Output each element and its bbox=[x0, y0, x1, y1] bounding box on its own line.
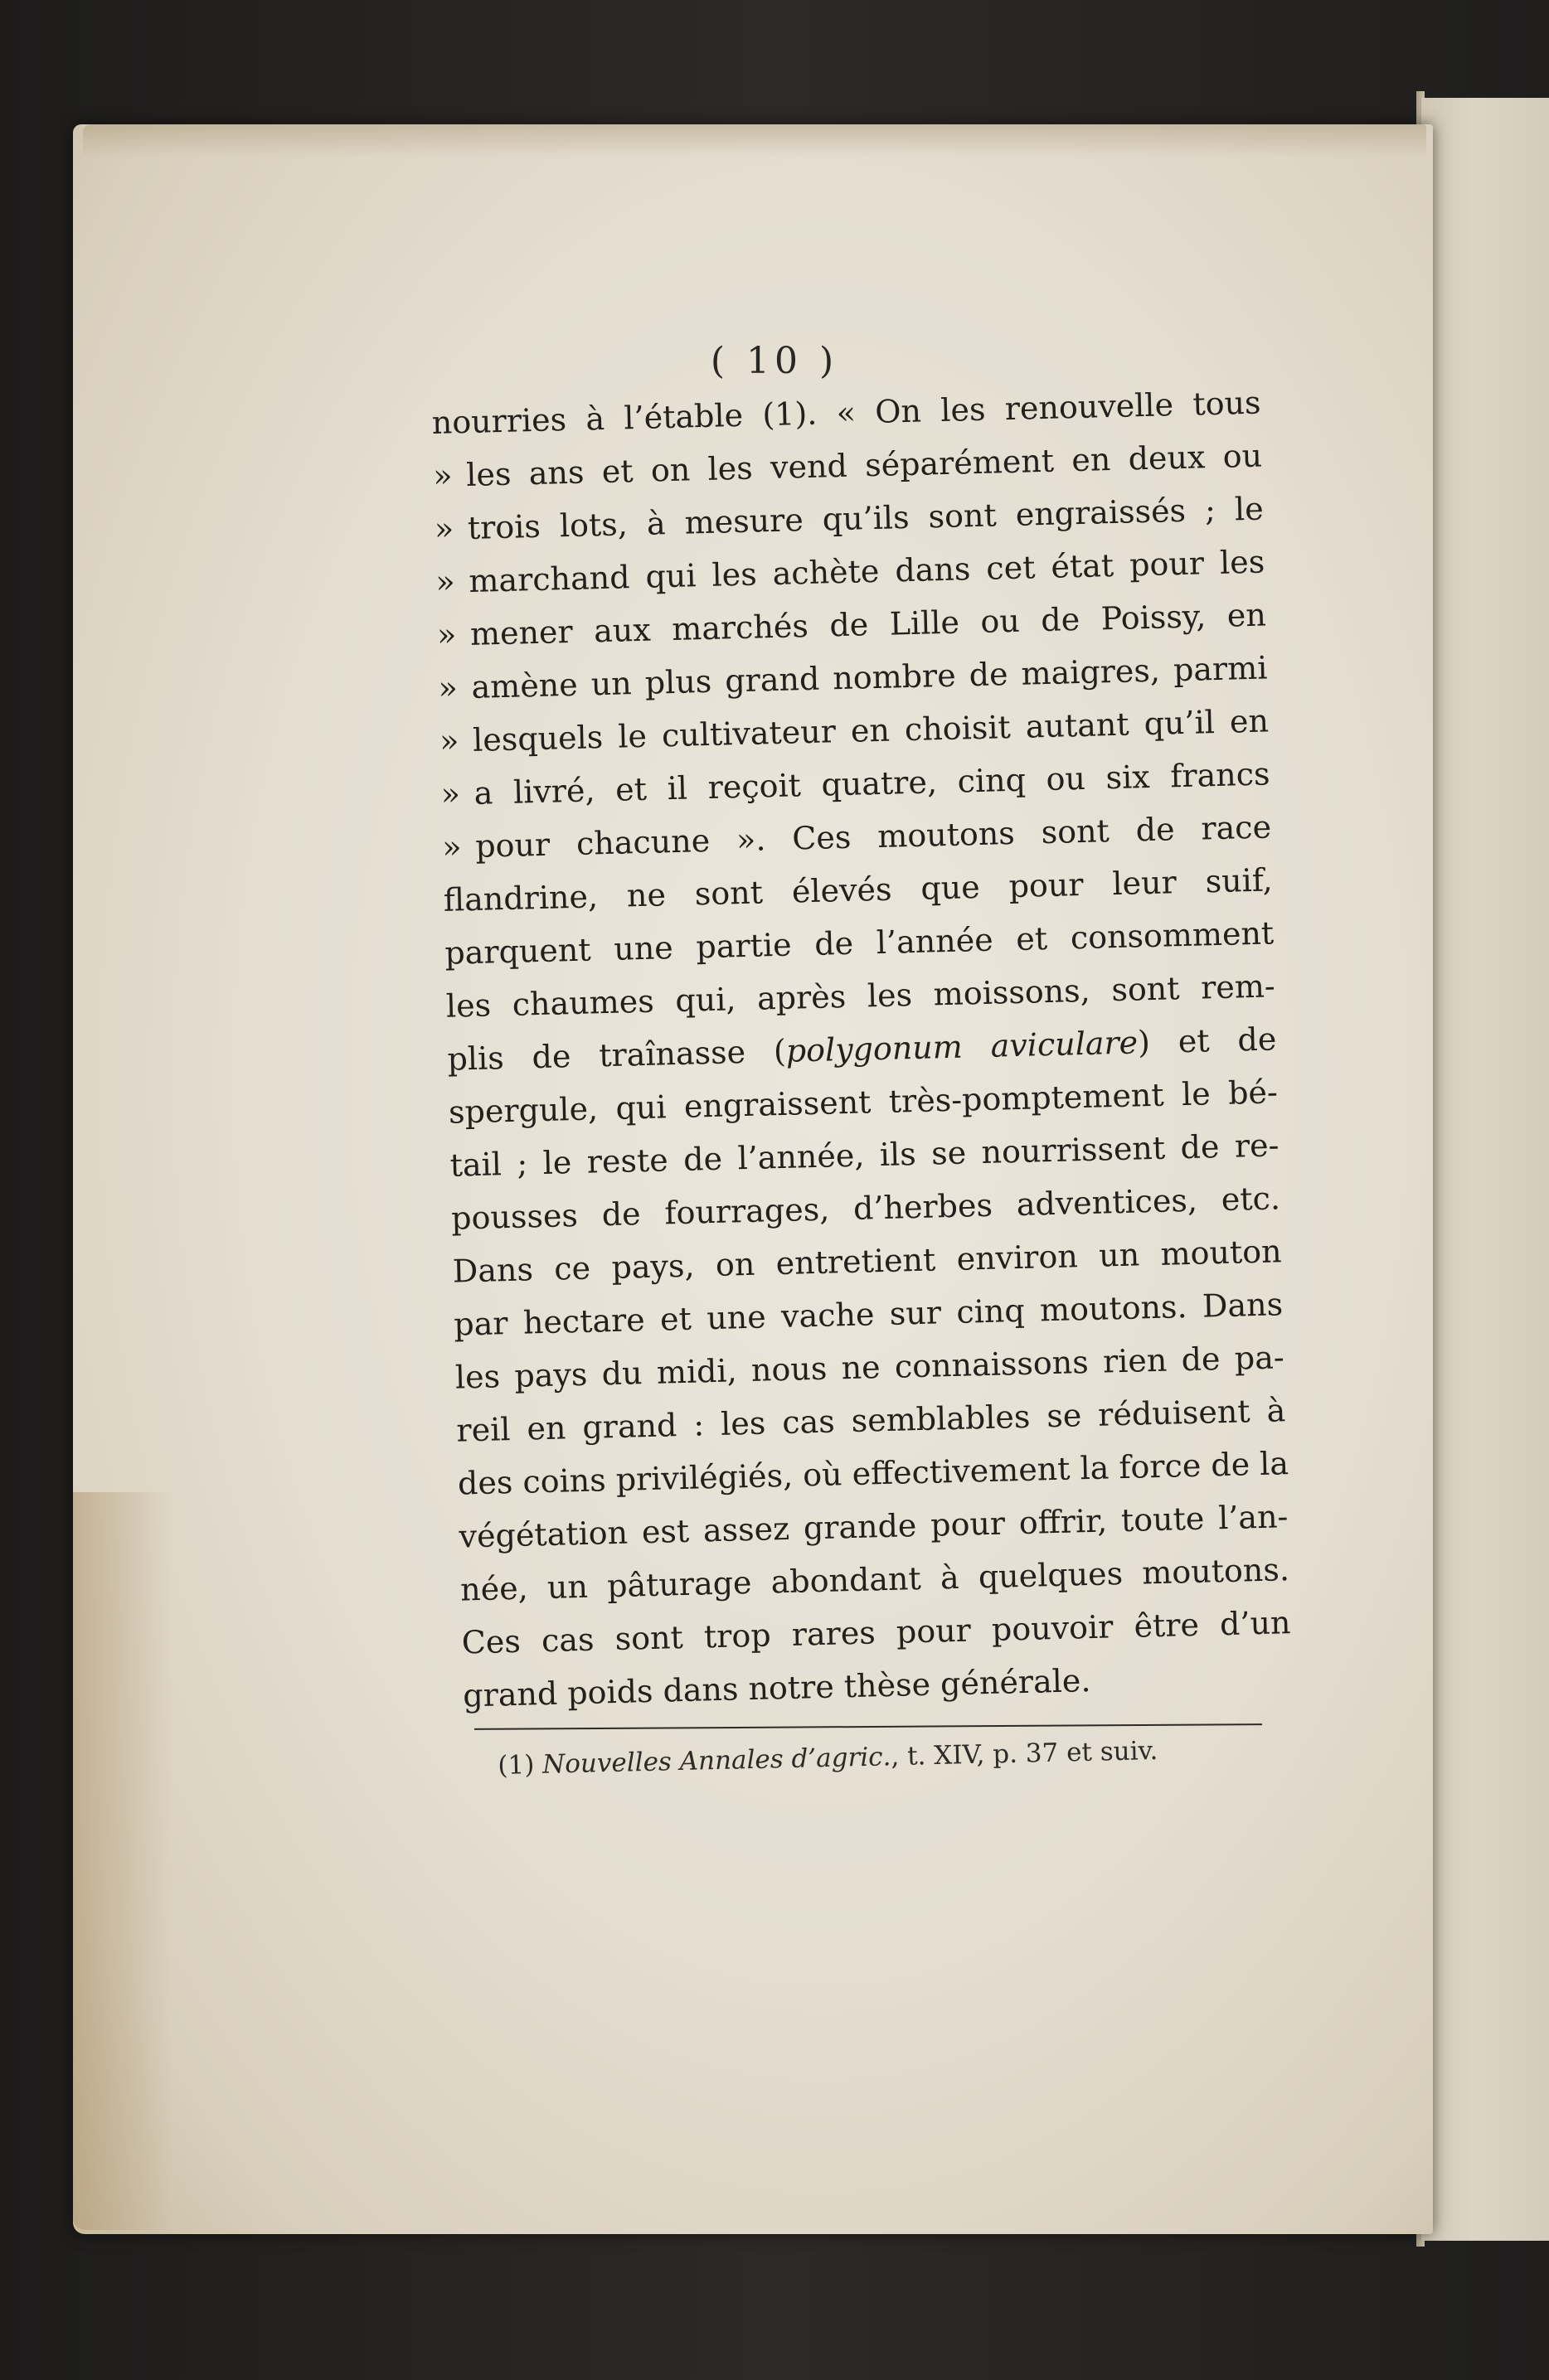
quotation-mark: » bbox=[434, 510, 454, 547]
line-text: grand poids dans notre thèse générale. bbox=[462, 1662, 1091, 1714]
line-text: tail ; le reste de l’année, ils se nourrissent de re- bbox=[449, 1127, 1280, 1184]
body-text bbox=[431, 376, 1293, 1723]
line-text: a livré, et il reçoit quatre, cinq ou six francs bbox=[473, 755, 1270, 812]
line-text: des coins privilégiés, où effectivement la force de la bbox=[457, 1445, 1289, 1502]
quotation-mark: » bbox=[441, 828, 463, 865]
quotation-mark: » bbox=[432, 457, 454, 494]
line-text: lesquels le cultivateur en choisit autant qu’il en bbox=[472, 702, 1270, 759]
footnote-reference: , t. XIV, p. 37 et suiv. bbox=[891, 1735, 1158, 1772]
line-text: flandrine, ne sont élevés que pour leur suif, bbox=[443, 861, 1274, 919]
line-text: pour chacune ». Ces moutons sont de race bbox=[474, 808, 1272, 865]
line-text: reil en grand : les cas semblables se réduisent à bbox=[455, 1392, 1286, 1449]
line-text: végétation est assez grande pour offrir, toute l’an- bbox=[459, 1498, 1289, 1555]
line-text: mener aux marchés de Lille ou de Poissy, en bbox=[469, 596, 1267, 652]
page-stain-left bbox=[73, 1492, 172, 2230]
quotation-mark: » bbox=[436, 616, 457, 653]
page-number: ( 10 ) bbox=[710, 340, 839, 382]
line-text: amène un plus grand nombre de maigres, parmi bbox=[471, 649, 1268, 705]
line-text: les chaumes qui, après les moissons, sont rem- bbox=[445, 967, 1276, 1025]
line-text: les pays du midi, nous ne connaissons rien de pa- bbox=[454, 1339, 1285, 1396]
latin-term: polygonum aviculare bbox=[785, 1024, 1139, 1069]
quotation-mark: » bbox=[440, 775, 461, 812]
quotation-mark: » bbox=[439, 722, 459, 759]
page-stain-top bbox=[83, 124, 1426, 158]
adjacent-page-edge bbox=[1420, 98, 1549, 2241]
line-text: Dans ce pays, on entretient environ un mouton bbox=[452, 1233, 1283, 1290]
footnote-source-title: Nouvelles Annales d’agric. bbox=[541, 1742, 891, 1780]
quotation-mark: » bbox=[435, 563, 456, 600]
line-text: marchand qui les achète dans cet état pour les bbox=[468, 543, 1265, 599]
line-text: nourries à l’étable (1). « On les renouvelle tous bbox=[431, 384, 1262, 441]
line-text: les ans et on les vend séparément en deux ou bbox=[465, 437, 1263, 493]
line-text: née, un pâturage abondant à quelques moutons. bbox=[459, 1551, 1290, 1608]
quotation-mark: » bbox=[438, 669, 459, 706]
line-text: trois lots, à mesure qu’ils sont engraissés ; le bbox=[467, 490, 1265, 546]
line-text: Ces cas sont trop rares pour pouvoir être d’un bbox=[461, 1604, 1291, 1661]
line-text: spergule, qui engraissent très-pomptement le bé- bbox=[448, 1074, 1279, 1131]
line-text: par hectare et une vache sur cinq moutons. Dans bbox=[453, 1286, 1284, 1343]
footnote-marker: (1) bbox=[498, 1750, 535, 1781]
line-text: ) et de bbox=[1137, 1020, 1277, 1061]
line-text: plis de traînasse ( bbox=[447, 1032, 787, 1078]
line-text: pousses de fourrages, d’herbes adventices, etc. bbox=[450, 1180, 1281, 1237]
line-text: parquent une partie de l’année et consomment bbox=[444, 914, 1275, 972]
